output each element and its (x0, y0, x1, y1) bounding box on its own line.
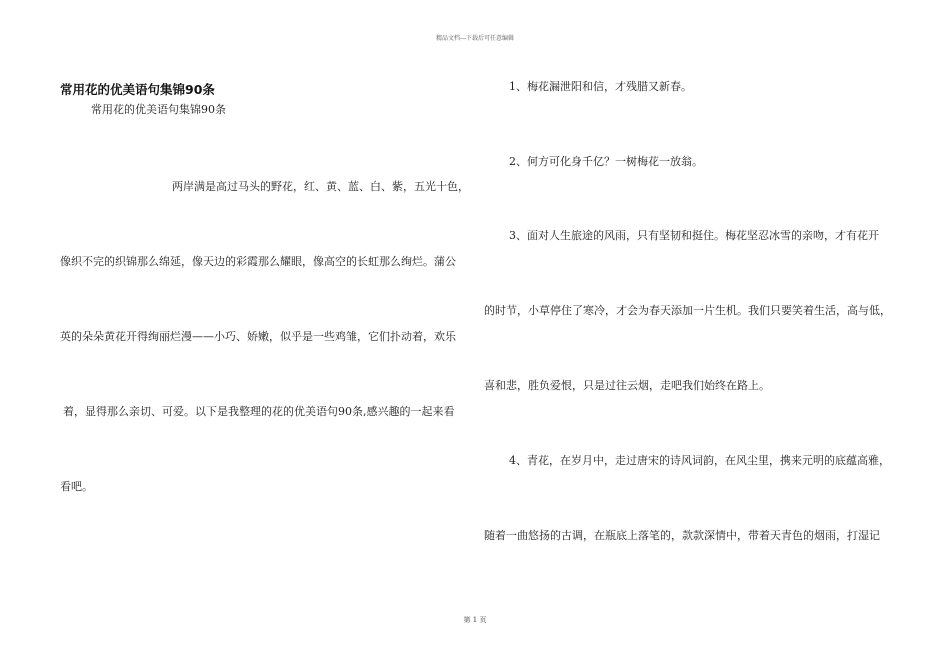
intro-line-5: 看吧。 (60, 480, 93, 493)
quote-line-4: 的时节，小草停住了寒冷，才会为春天添加一片生机。我们只要笑着生活，高与低， (484, 304, 891, 317)
quote-line-2: 2、何方可化身千亿？一树梅花一放翁。 (509, 155, 703, 168)
intro-line-1: 两岸满是高过马头的野花，红、黄、蓝、白、紫，五光十色， (172, 180, 469, 193)
intro-line-4: 着，显得那么亲切、可爱。以下是我整理的花的优美语句90条,感兴趣的一起来看 (63, 405, 455, 418)
intro-line-3: 英的朵朵黄花开得绚丽烂漫——小巧、娇嫩，似乎是一些鸡雏，它们扑动着，欢乐 (60, 330, 456, 343)
quote-line-3: 3、面对人生旅途的风雨，只有坚韧和挺住。梅花坚忍冰雪的亲吻，才有花开 (509, 229, 879, 242)
quote-line-5: 喜和悲，胜负爱恨，只是过往云烟，走吧我们始终在路上。 (484, 379, 770, 392)
quote-line-1: 1、梅花漏泄阳和信，才残腊又新春。 (509, 80, 692, 93)
intro-line-2: 像织不完的织锦那么绵延，像天边的彩霞那么耀眼，像高空的长虹那么绚烂。蒲公 (60, 255, 456, 268)
quote-line-6: 4、青花，在岁月中，走过唐宋的诗风词韵，在风尘里，携来元明的底蕴高雅， (509, 454, 890, 467)
document-subtitle: 常用花的优美语句集锦90条 (91, 103, 226, 116)
page-header: 精品文档---下载后可任意编辑 (435, 35, 515, 42)
quote-line-7: 随着一曲悠扬的古调，在瓶底上落笔的，款款深情中，带着天青色的烟雨，打湿记 (484, 529, 880, 542)
page-number: 第 1 页 (463, 616, 487, 624)
document-title: 常用花的优美语句集锦90条 (60, 82, 215, 97)
